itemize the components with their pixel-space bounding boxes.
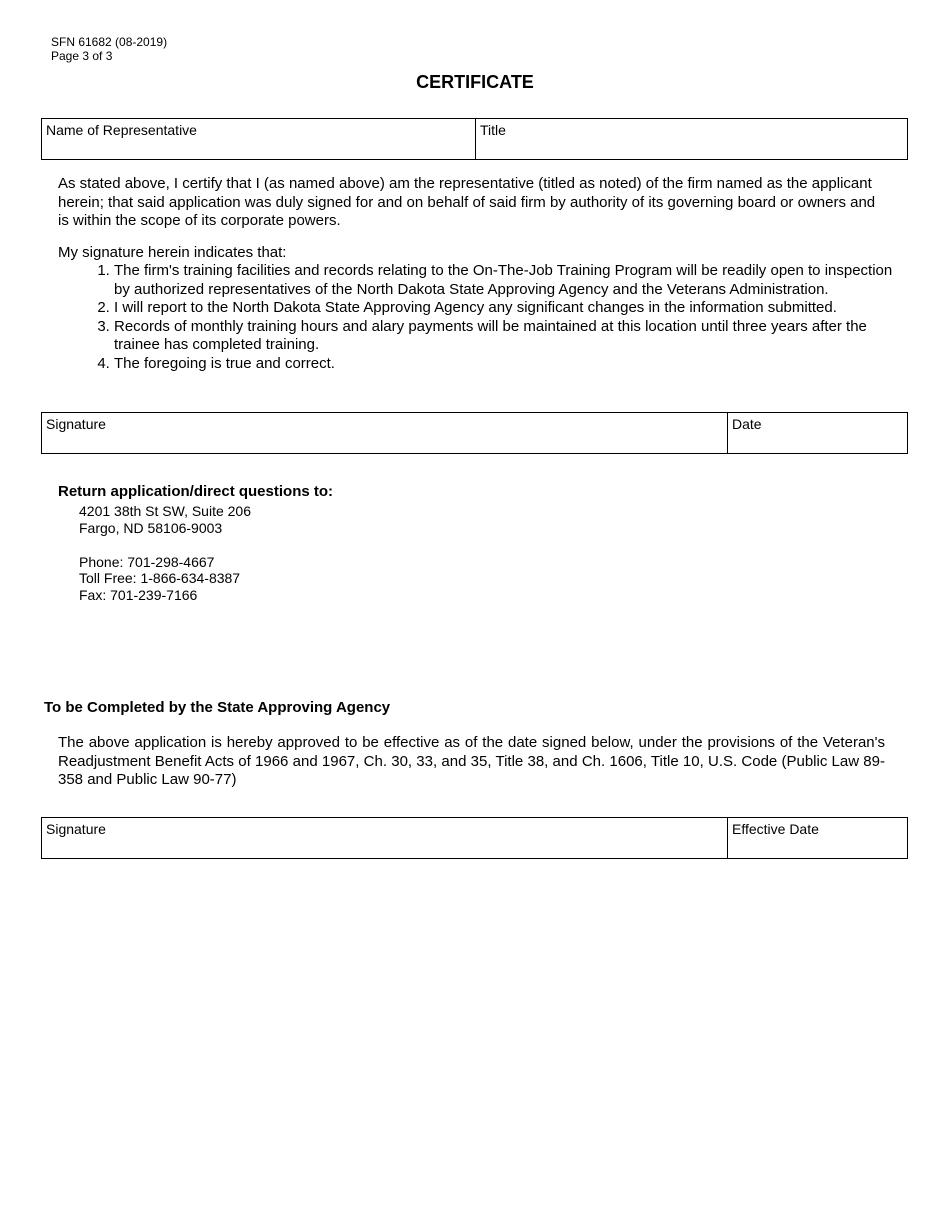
effective-date-label: Effective Date	[732, 821, 819, 837]
address-line-2: Fargo, ND 58106-9003	[79, 520, 223, 536]
certification-item: 2. I will report to the North Dakota State Approving Agency any significant changes in the information submitted.	[114, 299, 898, 318]
signature-row	[41, 412, 908, 454]
return-heading: Return application/direct questions to:	[58, 483, 334, 500]
representative-title-field[interactable]	[475, 119, 907, 159]
date-label: Date	[732, 416, 762, 432]
signature-field[interactable]	[42, 413, 727, 453]
agency-signature-row	[41, 817, 908, 859]
certification-item: 4. The foregoing is true and correct.	[114, 355, 898, 374]
signature-label: Signature	[46, 416, 106, 432]
toll-free-number: Toll Free: 1-866-634-8387	[79, 570, 241, 586]
agency-section-heading: To be Completed by the State Approving Agency	[44, 699, 391, 716]
agency-signature-label: Signature	[46, 821, 106, 837]
signature-intro: My signature herein indicates that:	[58, 244, 287, 261]
certification-item: 1. The firm's training facilities and records relating to the On-The-Job Training Program will be readily open to inspection by authorized representatives of the North Dakota State Approving Agency and the Veterans Administration.	[114, 262, 898, 299]
certification-item: 3. Records of monthly training hours and alary payments will be maintained at this location until three years after the trainee has completed training.	[114, 318, 898, 355]
agency-approval-text: The above application is hereby approved to be effective as of the date signed below, under the provisions of the Veteran's Readjustment Benefit Acts of 1966 and 1967, Ch. 30, 33, and 35, Title 38, and Ch. 1606, Title 10, U.S. Code (Public Law 89-358 and Public Law 90-77)	[58, 734, 885, 788]
representative-row	[41, 118, 908, 160]
certification-statement: As stated above, I certify that I (as named above) am the representative (titled as noted) of the firm named as the applicant herein; that said application was duly signed for and on behalf of said firm by authority of its governing board or owners and is within the scope of its corporate powers.	[58, 175, 876, 229]
date-field[interactable]	[727, 413, 907, 453]
representative-name-label: Name of Representative	[46, 122, 197, 138]
fax-number: Fax: 701-239-7166	[79, 587, 198, 603]
phone-number: Phone: 701-298-4667	[79, 554, 215, 570]
address-line-1: 4201 38th St SW, Suite 206	[79, 503, 252, 519]
effective-date-field[interactable]	[727, 818, 907, 858]
representative-name-field[interactable]	[42, 119, 475, 159]
page-number: Page 3 of 3	[51, 49, 113, 63]
agency-signature-field[interactable]	[42, 818, 727, 858]
certification-list	[58, 262, 898, 373]
representative-title-label: Title	[480, 122, 506, 138]
page-title: CERTIFICATE	[416, 72, 534, 92]
form-number: SFN 61682 (08-2019)	[51, 35, 168, 49]
